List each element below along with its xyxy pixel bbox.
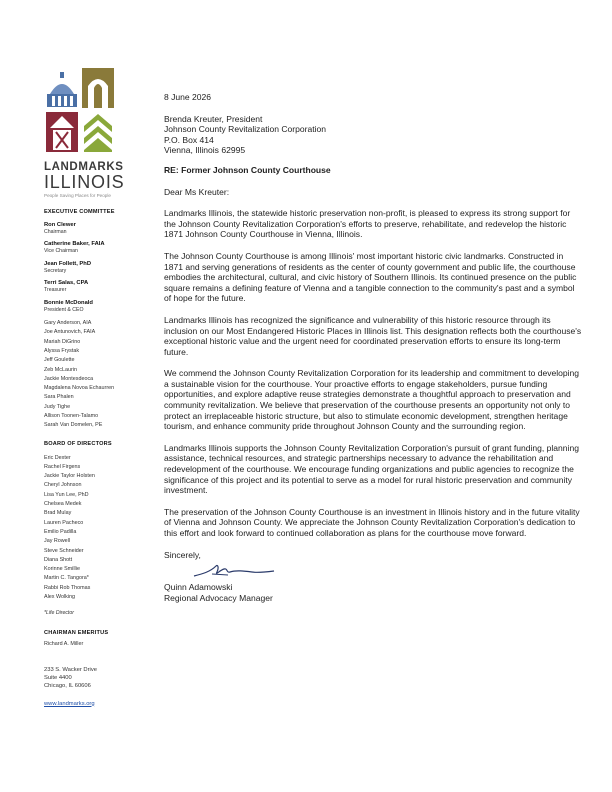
chairman-emeritus-heading: CHAIRMAN EMERITUS	[44, 630, 109, 637]
recipient-line: Brenda Kreuter, President	[164, 113, 263, 124]
board-member: Steve Schneider	[44, 547, 84, 554]
officer-title: Treasurer	[44, 287, 67, 294]
board-members-list	[44, 454, 146, 603]
committee-member: Sara Phalen	[44, 394, 74, 401]
letter-paragraph: Landmarks Illinois supports the Johnson County Revitalization Corporation's pursuit of grant funding, planning assistance, technical resources, and strategic partnerships necessary to advance the rehabilitation and redevelopment of the courthouse. We encourage funding organizations and public agencies to recognize the significance of this project and its potential to serve as a model for rural historic preservation and community investment.	[164, 442, 579, 496]
brand-name-line2: ILLINOIS	[44, 172, 125, 192]
board-member: Lauren Pacheco	[44, 519, 84, 526]
board-member: Diana Shott	[44, 556, 73, 563]
board-member: Eric Dexter	[44, 454, 71, 461]
officer-name: Jean Follett, PhD	[44, 260, 92, 267]
letter-paragraphs	[164, 208, 582, 538]
officer-entry	[44, 300, 146, 313]
officers-list	[44, 222, 146, 313]
letter-paragraph: The Johnson County Courthouse is among Illinois' most important historic civic landmarks. Constructed in 1871 and serving generations of residents as the center of county government and public life, the courthouse embodies the architectural, cultural, and civic history of Southern Illinois. Its continued presence on the public square remains a defining feature of Vienna and a tangible connection to the community's past and a symbol of hope for the future.	[164, 250, 577, 304]
letter-paragraph: The preservation of the Johnson County Courthouse is an investment in Illinois history and in the future vitality of Vienna and Johnson County. We appreciate the Johnson County Revitalization Corporation's dedication to this effort and look forward to continued collaboration as plans for the courthouse move forward.	[164, 506, 580, 538]
recipient-line: Vienna, Illinois 62995	[164, 145, 246, 156]
board-member: Emilio Padilla	[44, 528, 77, 535]
committee-member: Sarah Van Domelen, PE	[44, 422, 103, 429]
recipient-line: P.O. Box 414	[164, 134, 214, 145]
letter-paragraph: We commend the Johnson County Revitalization Corporation for its leadership and commitment to developing a sustainable vision for the courthouse. Your proactive efforts to engage stakeholders, pursue funding opportunities, and explore adaptive reuse strategies demonstrate a thoughtful approach to preservation and community revitalization. We believe that preservation of the courthouse presents an opportunity not only to protect an irreplaceable historic structure, but also to stimulate economic development, strengthen heritage tourism, and enhance community pride throughout Johnson County and the surrounding region.	[164, 368, 580, 432]
closing: Sincerely,	[164, 549, 201, 560]
brand-tagline: People Saving Places for People	[44, 193, 111, 198]
officer-title: Secretary	[44, 267, 67, 274]
committee-member: Allison Toonen-Talamo	[44, 413, 99, 419]
officer-name: Terri Salas, CPA	[44, 280, 89, 287]
chairman-emeritus-name: Richard A. Miller	[44, 641, 84, 648]
letter-paragraph: Landmarks Illinois has recognized the significance and vulnerability of this historic resource through its inclusion on our Most Endangered Historic Places in Illinois list. This designation reflects both the courthouse's exceptional historic value and the urgent need for coordinated preservation efforts to ensure its long-term future.	[164, 314, 582, 357]
address-line: Suite 4400	[44, 674, 72, 681]
executive-committee-heading: EXECUTIVE COMMITTEE	[44, 209, 115, 215]
letter-paragraph: Landmarks Illinois, the statewide historic preservation non-profit, is pleased to express its strong support for the Johnson County Revitalization Corporation's efforts to preserve, rehabilitate, and redevelop the historic 1871 Johnson County Courthouse in Vienna, Illinois.	[164, 208, 571, 240]
board-member: Cheryl Johnson	[44, 482, 82, 489]
board-member: Jay Rowell	[44, 538, 71, 545]
handwritten-signature	[164, 562, 582, 582]
committee-member: Jackie Montesdeoca	[44, 375, 94, 382]
executive-members-list	[44, 319, 146, 431]
signer-title: Regional Advocacy Manager	[164, 592, 273, 603]
board-member: Lisa Yun Lee, PhD	[44, 491, 89, 498]
letter-body	[164, 92, 582, 603]
officer-name: Ron Clewer	[44, 222, 76, 228]
committee-member: Joe Antunovich, FAIA	[44, 329, 96, 336]
officer-title: Vice Chairman	[44, 248, 78, 255]
landmarks-illinois-logo	[44, 66, 116, 156]
committee-member: Judy Tighe	[44, 403, 71, 410]
officer-name: Bonnie McDonald	[44, 299, 93, 306]
address-line: Chicago, IL 60606	[44, 682, 91, 689]
life-director-note: *Life Director	[44, 610, 74, 617]
board-of-directors-heading: BOARD OF DIRECTORS	[44, 440, 112, 447]
website-link[interactable]: www.landmarks.org	[44, 700, 95, 707]
office-address	[44, 666, 146, 690]
board-member: Martin C. Tangora*	[44, 575, 89, 582]
officer-entry	[44, 241, 146, 254]
subject-line: RE: Former Johnson County Courthouse	[164, 164, 331, 175]
committee-member: Mariah DiGrino	[44, 338, 81, 345]
committee-member: Magdalena Novoa Echaurren	[44, 385, 115, 392]
salutation: Dear Ms Kreuter:	[164, 186, 230, 197]
board-member: Alex Wolking	[44, 594, 76, 601]
recipient-address	[164, 114, 582, 156]
officer-entry	[44, 222, 146, 235]
officer-name: Catherine Baker, FAIA	[44, 241, 105, 248]
board-member: Rabbi Rob Thomas	[44, 584, 91, 591]
committee-member: Zeb McLaurin	[44, 366, 77, 373]
board-member: Chelsea Medek	[44, 501, 82, 508]
committee-member: Jeff Goulette	[44, 357, 75, 364]
officer-entry	[44, 280, 146, 293]
officer-title: President & CEO	[44, 306, 84, 313]
officer-entry	[44, 261, 146, 274]
board-member: Brad Mulay	[44, 510, 72, 517]
letter-date: 8 June 2026	[164, 92, 212, 102]
sidebar	[44, 66, 146, 708]
board-member: Korinne Smillie	[44, 566, 80, 573]
recipient-line: Johnson County Revitalization Corporation	[164, 124, 327, 135]
board-member: Rachel Firgens	[44, 463, 81, 470]
brand-name-line1: LANDMARKS	[44, 161, 124, 173]
address-line: 233 S. Wacker Drive	[44, 666, 97, 673]
signer-name: Quinn Adamowski	[164, 582, 233, 593]
committee-member: Alyssa Frystak	[44, 347, 80, 354]
board-member: Jackie Taylor Holsten	[44, 473, 95, 480]
committee-member: Gary Anderson, AIA	[44, 320, 92, 327]
officer-title: Chairman	[44, 229, 67, 235]
